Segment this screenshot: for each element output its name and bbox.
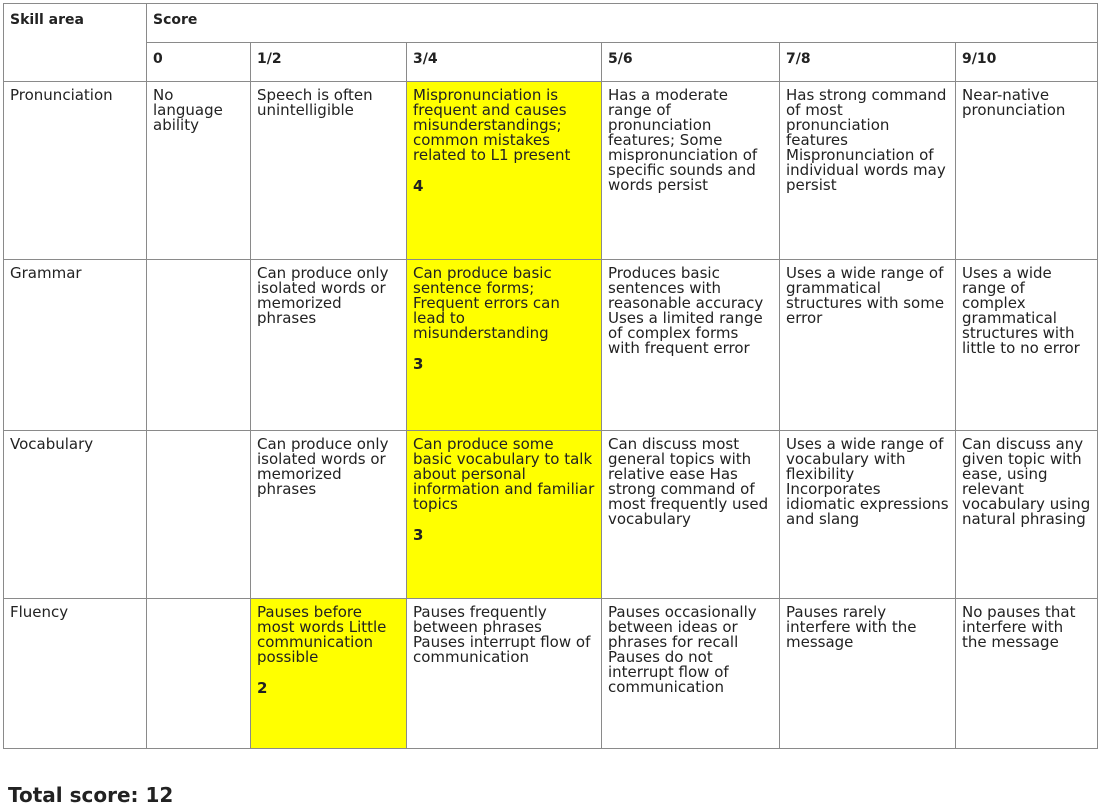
- rubric-cell: No pauses that interfere with the message: [956, 599, 1098, 749]
- rubric-cell-selected: [407, 82, 602, 260]
- rubric-cell: No language ability: [147, 82, 251, 260]
- score-header: Score: [147, 4, 1098, 43]
- rubric-cell: [147, 431, 251, 599]
- rubric-cell-text: Can produce some basic vocabulary to talk about personal information and familiar topics: [413, 435, 595, 513]
- table-row: [4, 431, 1098, 599]
- rubric-cell: Can discuss any given topic with ease, using relevant vocabulary using natural phrasing: [956, 431, 1098, 599]
- level-header: 3/4: [407, 43, 602, 82]
- rubric-cell: Can discuss most general topics with relative ease Has strong command of most frequently used vocabulary: [602, 431, 780, 599]
- rubric-cell: Has a moderate range of pronunciation features; Some mispronunciation of specific sounds and words persist: [602, 82, 780, 260]
- cell-score: 3: [413, 526, 424, 544]
- rubric-cell: Near-native pronunciation: [956, 82, 1098, 260]
- rubric-cell: Uses a wide range of vocabulary with flexibility Incorporates idiomatic expressions and slang: [780, 431, 956, 599]
- rubric-cell: Pauses frequently between phrases Pauses interrupt flow of communication: [407, 599, 602, 749]
- rubric-cell-text: Pauses before most words Little communication possible: [257, 603, 387, 666]
- level-header-row: [4, 43, 1098, 82]
- skill-name: Fluency: [4, 599, 147, 749]
- scoring-rubric-table: [3, 3, 1098, 749]
- cell-score: 2: [257, 679, 268, 697]
- rubric-cell-selected: [251, 599, 407, 749]
- cell-score: 4: [413, 177, 424, 195]
- rubric-cell-selected: [407, 260, 602, 431]
- skill-area-header: Skill area: [4, 4, 147, 82]
- level-header: 5/6: [602, 43, 780, 82]
- header-row: [4, 4, 1098, 43]
- rubric-cell: Pauses occasionally between ideas or phrases for recall Pauses do not interrupt flow of communication: [602, 599, 780, 749]
- cell-score: 3: [413, 355, 424, 373]
- skill-name: Pronunciation: [4, 82, 147, 260]
- table-row: [4, 599, 1098, 749]
- level-header: 1/2: [251, 43, 407, 82]
- rubric-cell-text: Can produce basic sentence forms; Frequent errors can lead to misunderstanding: [413, 264, 560, 342]
- rubric-cell: Speech is often unintelligible: [251, 82, 407, 260]
- table-row: [4, 82, 1098, 260]
- rubric-cell: Uses a wide range of grammatical structures with some error: [780, 260, 956, 431]
- level-header: 7/8: [780, 43, 956, 82]
- skill-name: Grammar: [4, 260, 147, 431]
- total-score: Total score: 12: [8, 783, 174, 807]
- rubric-cell: [147, 599, 251, 749]
- level-header: 9/10: [956, 43, 1098, 82]
- skill-name: Vocabulary: [4, 431, 147, 599]
- rubric-cell-selected: [407, 431, 602, 599]
- table-row: [4, 260, 1098, 431]
- rubric-cell: [147, 260, 251, 431]
- rubric-cell: Can produce only isolated words or memorized phrases: [251, 431, 407, 599]
- rubric-cell: Pauses rarely interfere with the message: [780, 599, 956, 749]
- level-header: 0: [147, 43, 251, 82]
- rubric-cell: Produces basic sentences with reasonable accuracy Uses a limited range of complex forms with frequent error: [602, 260, 780, 431]
- rubric-cell: Can produce only isolated words or memorized phrases: [251, 260, 407, 431]
- rubric-cell-text: Mispronunciation is frequent and causes misunderstandings; common mistakes related to L1 present: [413, 86, 571, 164]
- rubric-cell: Uses a wide range of complex grammatical structures with little to no error: [956, 260, 1098, 431]
- rubric-cell: Has strong command of most pronunciation features Mispronunciation of individual words may persist: [780, 82, 956, 260]
